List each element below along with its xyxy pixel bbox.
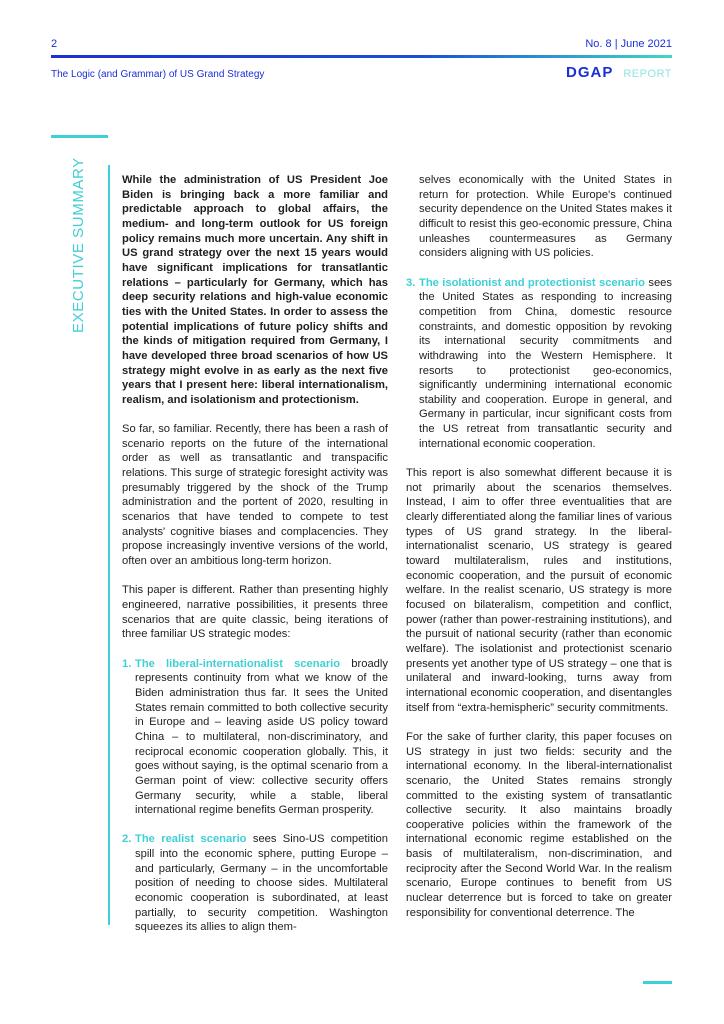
list-number: 1.	[122, 657, 132, 670]
scenario-text: sees Sino-US competition spill into the economic sphere, putting Europe – and particularly, Germany – in the uncomfortable position of needing to choose sides. Multilateral economic cooperation is subordinated, at least partially, to security competition. Washington squeezes its allies to align them-	[135, 833, 389, 934]
list-item	[122, 657, 388, 818]
page-number: 2	[51, 38, 58, 50]
paragraph: This paper is different. Rather than presenting highly engineered, narrative possibilities, it presents three scenarios that are quite classic, being iterations of three familiar US strategic modes:	[122, 584, 388, 641]
scenario-title: The liberal-internationalist scenario	[135, 657, 341, 670]
list-number: 2.	[122, 833, 132, 846]
section-label	[70, 157, 88, 333]
series-title: The Logic (and Grammar) of US Grand Strategy	[51, 69, 265, 80]
list-item	[406, 276, 672, 452]
footer-accent-bar	[643, 981, 672, 984]
scenario-text: broadly represents continuity from what we know of the Biden administration thus far. It sees the United States remain committed to both collective security in Europe and – leaving aside US policy toward China – to multilateral, non-discriminatory, and reciprocal economic cooperation globally. This, it goes without saying, is the optimal scenario from a German point of view: collective security offers Germany security, while a stable, liberal international regime benefits German prosperity.	[135, 657, 388, 817]
scenario-title: The isolationist and protectionist scenario	[419, 276, 646, 289]
list-item-continued	[406, 173, 672, 261]
logo-text: DGAP	[566, 64, 614, 81]
accent-bar	[51, 135, 108, 138]
column-right	[406, 173, 672, 935]
header-rule	[51, 55, 672, 58]
section-rule	[108, 165, 110, 925]
scenario-text: selves economically with the United States in return for protection. While Europe's continued security dependence on the United States makes it difficult to resist this geo-economic pressure, China unleashes countermeasures as Germany considers aligning with US policies.	[419, 174, 672, 260]
scenario-title: The realist scenario	[135, 833, 247, 846]
list-number: 3.	[406, 276, 416, 289]
intro-paragraph: While the administration of US President Joe Biden is bringing back a more familiar and predictable approach to global affairs, the medium- and long-term outlook for US foreign policy remains much more uncertain. Any shift in US grand strategy over the next 15 years would have significant implications for transatlantic relations – particularly for Germany, which has deep security relations and high-value economic ties with the United States. In order to assess the potential implications of future policy shifts and the kinds of mitigation required from Germany, I have developed three broad scenarios of how US strategy might evolve in as early as the next five years that I present here: liberal internationalism, realism, and isolationism and protectionism.	[122, 174, 388, 406]
paragraph: For the sake of further clarity, this paper focuses on US strategy in just two fields: security and the international economy. In the liberal-internationalist scenario, the United States remains strongly committed to the existing system of transatlantic collective security. It also maintains broadly cooperative policies within the framework of the international economic regime established on the basis of multilateralism, non-discrimination, and reciprocity after the Second World War. In the realism scenario, Europe continues to benefit from US nuclear deterrence but is forced to take on greater responsibility for conventional deterrence. The	[406, 730, 672, 919]
logo-sub: REPORT	[623, 68, 672, 80]
section-label-text: EXECUTIVE SUMMARY	[70, 157, 87, 333]
list-item	[122, 832, 388, 935]
column-left	[122, 173, 388, 950]
scenario-text: sees the United States as responding to increasing competition from China, domestic resource constraints, and domestic opposition by revoking its international security commitments and withdrawing into the Western Hemisphere. It resorts to protectionist geo-economics, significantly undermining international economic stability and cooperation. Europe in general, and Germany in particular, incur significant costs from the US retreat from transatlantic security and international economic cooperation.	[419, 276, 672, 450]
issue-label: No. 8 | June 2021	[585, 38, 672, 50]
paragraph: This report is also somewhat different because it is not primarily about the scenarios themselves. Instead, I aim to offer three eventualities that are clearly differentiated along the familiar lines of various types of US grand strategy. In the liberal-internationalist scenario, US strategy is geared toward multilateralism, rules and institutions, economic cooperation, and the pursuit of economic welfare. In the realist scenario, US strategy is more focused on bilateralism, competition and conflict, power (rather than power-restraining institutions), and the pursuit of national security (rather than economic welfare). The isolationist and protectionist scenario presents yet another type of US strategy – one that is unilateral and inward-looking, turns away from international economic cooperation, and disentangles itself from “extra-hemispheric” security commitments.	[406, 467, 672, 714]
paragraph: So far, so familiar. Recently, there has been a rash of scenario reports on the future of the international order as well as transatlantic and transpacific relations. This surge of strategic foresight activity was presumably triggered by the shock of the Trump administration and the portent of 2020, resulting in scenarios that have tended to compete to test analysts' cognitive biases and complacencies. They propose increasingly inventive versions of the world, often over an ambitious long-term horizon.	[122, 423, 388, 568]
dgap-logo	[566, 64, 672, 81]
